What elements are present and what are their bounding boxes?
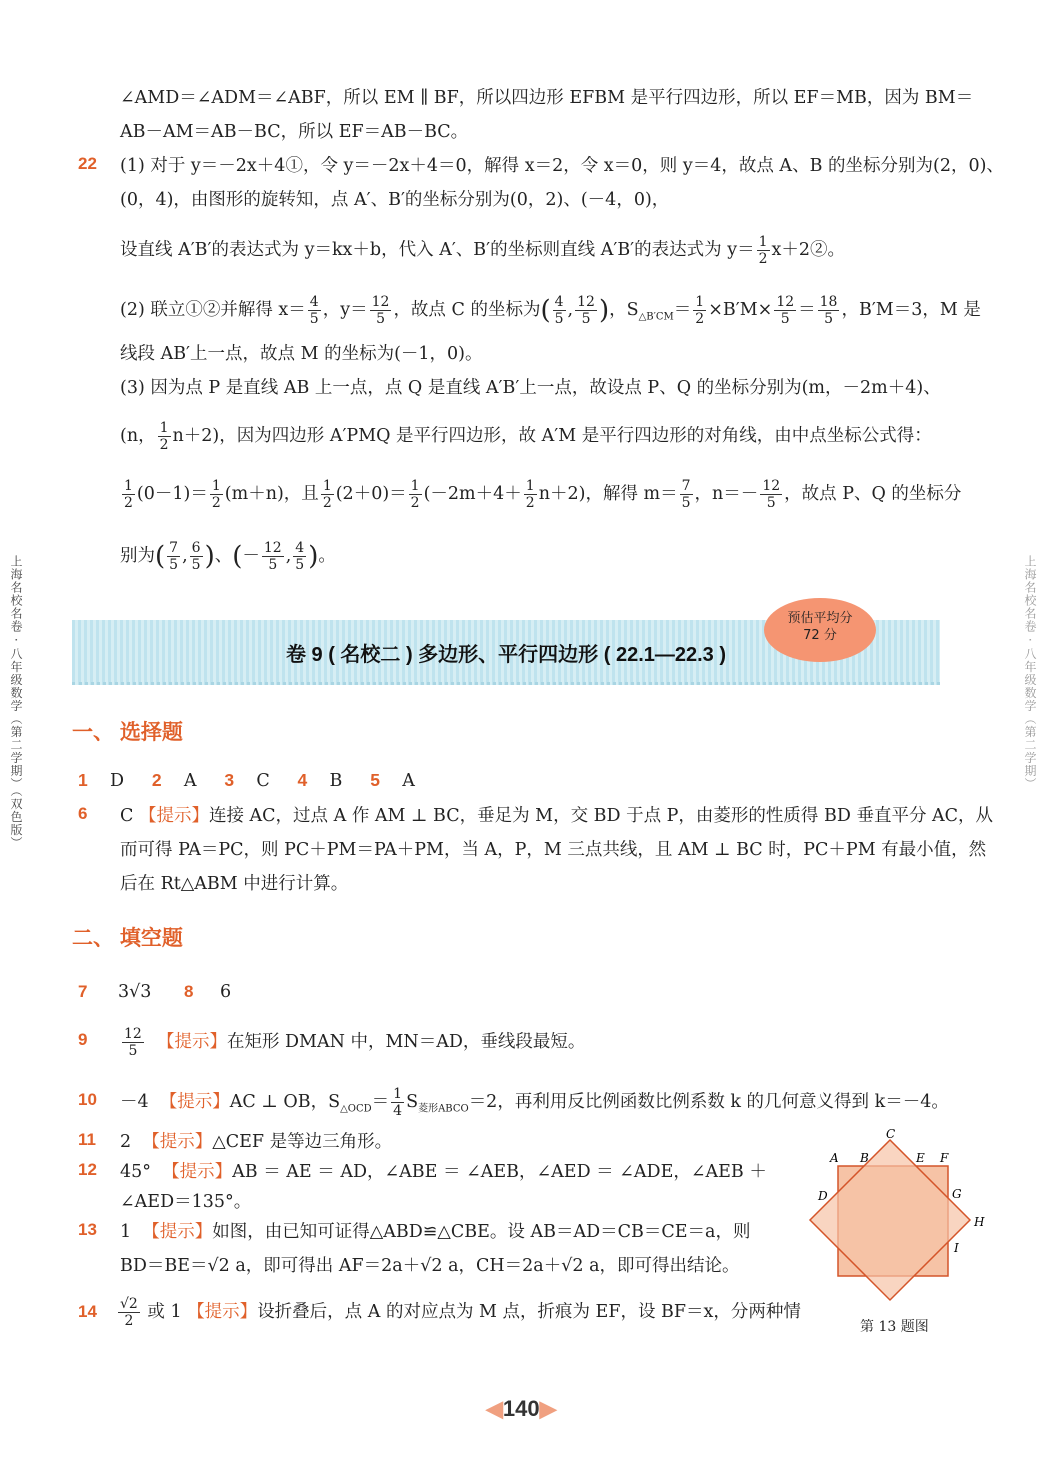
point-label-g: G	[952, 1187, 962, 1201]
answer: A	[183, 771, 197, 791]
score-bubble	[764, 598, 876, 662]
hint-label: 【提示】	[162, 1162, 233, 1182]
subscript: 菱形ABCO	[418, 1103, 469, 1115]
question-number: 13	[78, 1220, 97, 1239]
top-line-1: ∠AMD＝∠ADM＝∠ABF，所以 EM ∥ BF，所以四边形 EFBM 是平行四边形，所以 EF＝MB，因为 BM＝	[120, 88, 974, 108]
text: ＝	[673, 300, 692, 320]
hint-label: 【提示】	[187, 1302, 258, 1322]
denominator: 5	[824, 311, 834, 327]
numerator: 1	[322, 478, 332, 494]
question-number: 1	[78, 770, 88, 790]
answer: D	[110, 771, 125, 791]
denominator: 5	[191, 557, 201, 573]
denominator: 2	[695, 311, 705, 327]
numerator: 12	[577, 294, 595, 310]
text: ＝	[371, 1092, 390, 1112]
figure-caption: 第 13 题图	[860, 1319, 929, 1335]
fraction	[122, 478, 135, 511]
denominator: 5	[295, 557, 305, 573]
question-number: 7	[78, 982, 88, 1001]
q22-part2-line2: 线段 AB′上一点，故点 M 的坐标为(－1，0)。	[120, 344, 483, 364]
text: (0－1)＝	[136, 484, 208, 504]
text: 设直线 A′B′的表达式为 y＝kx＋b，代入 A′、B′的坐标则直线 A′B′的表达式为 y＝	[120, 240, 755, 260]
denominator: 2	[124, 1313, 134, 1329]
q6-line1	[120, 804, 994, 828]
fraction	[575, 294, 597, 327]
denominator: 5	[376, 311, 385, 327]
denominator: 2	[211, 495, 221, 511]
text: ＝2，再利用反比例函数比例系数 k 的几何意义得到 k＝－4。	[468, 1092, 949, 1112]
text: n＋2)，因为四边形 A′PMQ 是平行四边形，故 A′M 是平行四边形的对角线，由中点坐标公式得：	[172, 426, 932, 446]
text: (2) 联立①②并解得 x＝	[120, 300, 306, 320]
question-number: 6	[78, 804, 88, 823]
fraction	[321, 478, 334, 511]
hint-label: 【提示】	[156, 1032, 227, 1052]
q12-line1	[120, 1160, 800, 1184]
q12-line2: ∠AED＝135°。	[120, 1192, 252, 1212]
numerator: 7	[681, 478, 691, 494]
question-number: 9	[78, 1030, 88, 1049]
denominator: 2	[758, 251, 768, 267]
denominator: 5	[169, 557, 179, 573]
denominator: 2	[322, 495, 332, 511]
fraction	[190, 540, 203, 573]
point-label-h: H	[974, 1215, 985, 1229]
numerator: 1	[758, 234, 768, 250]
answer: C	[120, 806, 134, 826]
section-heading-fill: 二、 填空题	[72, 927, 183, 950]
subscript: △OCD	[340, 1103, 372, 1115]
numerator: 1	[124, 478, 133, 494]
page-number: ◀140▶	[486, 1396, 557, 1421]
numerator: 1	[695, 294, 705, 310]
denominator: 4	[393, 1103, 403, 1119]
fraction	[524, 478, 537, 511]
fraction	[122, 1026, 144, 1059]
numerator: 7	[169, 540, 179, 556]
denominator: 5	[766, 495, 776, 511]
fraction	[553, 294, 566, 327]
fraction	[391, 1086, 404, 1119]
text: (m＋n)，且	[224, 484, 319, 504]
answer: A	[402, 771, 415, 791]
numerator: √2	[120, 1296, 138, 1312]
numerator: 12	[124, 1026, 142, 1042]
bubble-label: 预估平均分	[787, 611, 853, 626]
numerator: 1	[159, 420, 169, 436]
denominator: 2	[410, 495, 420, 511]
choice-answers-row	[78, 770, 415, 791]
question-number: 3	[224, 770, 235, 790]
answer: 或 1	[147, 1302, 182, 1322]
text: ，故点 P、Q 的坐标分	[784, 484, 962, 504]
question-number: 11	[78, 1130, 96, 1149]
fraction	[760, 478, 782, 511]
q22-part1-line2: (0，4)，由图形的旋转知，点 A′、B′的坐标分别为(0，2)、(－4，0)，	[120, 190, 670, 210]
denominator: 5	[309, 311, 319, 327]
q13-line1	[120, 1220, 800, 1244]
answer: 1	[120, 1222, 132, 1242]
numerator: 6	[191, 540, 201, 556]
fraction	[167, 540, 180, 573]
question-number: 8	[184, 982, 194, 1001]
text: ，y＝	[322, 300, 368, 320]
numerator: 18	[819, 294, 838, 310]
question-number: 4	[297, 770, 308, 790]
fraction	[210, 478, 223, 511]
answer: C	[256, 771, 270, 791]
fraction	[409, 478, 422, 511]
q8-answer: 6	[220, 982, 232, 1002]
q22-part2-line1: (2) 联立①②并解得 x＝ $\frac{4}{5}$ ，y＝ $\frac{12}{5}$ ，故点 C 的坐标为( $\frac{4}{5}$ , $\frac{12}{5}$ )，$S_{\triangle B'CM}=$ $\frac{1}{2}$ ×B′M× $\frac{12}{5}$ ＝ $\frac{18}{5}$ ，B′M＝3，M 是	[120, 294, 981, 327]
point-label-f: F	[940, 1151, 949, 1165]
text: S	[406, 1092, 419, 1112]
text: (2＋0)＝	[335, 484, 407, 504]
subscript: △B′CM	[638, 311, 674, 323]
fraction	[262, 540, 284, 573]
q22-part1-line3	[120, 234, 982, 267]
denominator: 2	[525, 495, 535, 511]
answer: 45°	[120, 1162, 152, 1182]
text: △CEF 是等边三角形。	[212, 1132, 393, 1152]
point-label-d: D	[818, 1189, 828, 1203]
numerator: 4	[554, 294, 564, 310]
question-number: 10	[78, 1090, 97, 1109]
text: ，故点 C 的坐标为	[393, 300, 541, 320]
fraction	[158, 420, 171, 453]
text: 、	[214, 546, 233, 566]
text: n＋2)，解得 m＝	[538, 484, 678, 504]
text: x＋2②。	[771, 240, 846, 260]
text: ，n＝－	[694, 484, 759, 504]
point-label-c: C	[886, 1127, 896, 1141]
text: 连接 AC，过点 A 作 AM ⊥ BC，垂足为 M，交 BD 于点 P，由菱形的性质得 BD 垂直平分 AC，从	[208, 806, 994, 826]
denominator: 5	[681, 495, 691, 511]
question-number: 14	[78, 1302, 97, 1321]
fraction	[774, 294, 796, 327]
numerator: 1	[525, 478, 535, 494]
point-label-i: I	[954, 1241, 959, 1255]
fraction	[370, 294, 392, 327]
fraction	[693, 294, 706, 327]
numerator: 1	[393, 1086, 403, 1102]
q22-part3-line3	[120, 478, 982, 511]
side-running-title-right: 上海名校名卷 · 八年级数学（第二学期）	[1023, 555, 1037, 791]
page-number-text: 140	[502, 1396, 540, 1421]
text: ，B′M＝3，M 是	[841, 300, 981, 320]
q9-line	[120, 1018, 982, 1066]
denominator: 5	[581, 311, 591, 327]
point-label-b: B	[860, 1151, 869, 1165]
q22-part3-line2	[120, 420, 982, 453]
text: ，S	[609, 300, 639, 320]
hint-label: 【提示】	[142, 1222, 213, 1242]
denominator: 5	[780, 311, 790, 327]
answer: 2	[120, 1132, 132, 1152]
text: 设折叠后，点 A 的对应点为 M 点，折痕为 EF，设 BF＝x，分两种情	[257, 1302, 801, 1322]
numerator: 4	[309, 294, 319, 310]
question-number: 2	[151, 770, 162, 790]
q13-line2: BD＝BE＝√2 a，即可得出 AF＝2a＋√2 a，CH＝2a＋√2 a，即可得出结论。	[120, 1256, 740, 1276]
text: 别为	[120, 546, 155, 566]
question-number: 22	[78, 154, 97, 173]
q6-line2: 而可得 PA＝PC，则 PC＋PM＝PA＋PM，当 A，P，M 三点共线，且 AM ⊥ BC 时，PC＋PM 有最小值，然	[120, 840, 987, 860]
numerator: 1	[410, 478, 420, 494]
fraction	[757, 234, 770, 267]
point-label-e: E	[916, 1151, 925, 1165]
point-label-a: A	[830, 1151, 839, 1165]
text: (－2m＋4＋	[423, 484, 522, 504]
denominator: 5	[128, 1043, 138, 1059]
text: 在矩形 DMAN 中，MN＝AD，垂线段最短。	[226, 1032, 586, 1052]
fraction	[818, 294, 840, 327]
q6-line3: 后在 Rt△ABM 中进行计算。	[120, 874, 349, 894]
text: (n，	[120, 426, 156, 446]
fraction	[308, 294, 321, 327]
top-line-2: AB－AM＝AB－BC，所以 EF＝AB－BC。	[120, 122, 469, 142]
answer: B	[329, 771, 343, 791]
text: 。	[318, 546, 336, 566]
q7-answer: 3√3	[118, 982, 152, 1002]
hint-label: 【提示】	[159, 1092, 230, 1112]
numerator: 4	[295, 540, 305, 556]
side-running-title-left: 上海名校名卷 · 八年级数学（第二学期）（双色版）	[9, 555, 23, 850]
question-number: 12	[78, 1160, 97, 1179]
hint-label: 【提示】	[138, 806, 209, 826]
q22-part1-line1: (1) 对于 y＝－2x＋4①，令 y＝－2x＋4＝0，解得 x＝2，令 x＝0，则 y＝4，故点 A、B 的坐标分别为(2，0)、	[120, 156, 1004, 176]
denominator: 2	[124, 495, 133, 511]
denominator: 5	[554, 311, 564, 327]
numerator: 12	[263, 540, 282, 556]
figure-13-diagram	[808, 1126, 992, 1310]
section-heading-choice: 一、 选择题	[72, 721, 183, 744]
q22-part3-line4: 别为( $\frac{7}{5}$ , $\frac{6}{5}$ )、(－ $\frac{12}{5}$ , $\frac{4}{5}$ )。	[120, 540, 336, 573]
answer: －4	[120, 1092, 149, 1112]
bubble-score: 72 分	[803, 628, 837, 643]
fraction	[293, 540, 306, 573]
text: AC ⊥ OB，S	[229, 1092, 341, 1112]
text: ＝	[798, 300, 816, 320]
q22-part3-line1: (3) 因为点 P 是直线 AB 上一点，点 Q 是直线 A′B′上一点，故设点 P、Q 的坐标分别为(m，－2m＋4)、	[120, 378, 941, 398]
q14-line	[116, 1288, 801, 1336]
text: 如图，由已知可证得△ABD≌△CBE。设 AB＝AD＝CB＝CE＝a，则	[212, 1222, 751, 1242]
banner-title: 卷 9 ( 名校二 ) 多边形、平行四边形 ( 22.1—22.3 )	[285, 644, 727, 666]
denominator: 2	[159, 437, 169, 453]
fraction	[680, 478, 693, 511]
numerator: 12	[762, 478, 781, 494]
numerator: 1	[211, 478, 221, 494]
numerator: 12	[776, 294, 795, 310]
fraction	[118, 1296, 140, 1329]
text: AB ＝ AE ＝ AD，∠ABE ＝ ∠AEB，∠AED ＝ ∠ADE，∠AEB ＋	[232, 1162, 767, 1182]
question-number: 5	[370, 770, 380, 790]
numerator: 12	[371, 294, 390, 310]
denominator: 5	[268, 557, 278, 573]
hint-label: 【提示】	[142, 1132, 213, 1152]
text: ×B′M×	[708, 300, 773, 320]
